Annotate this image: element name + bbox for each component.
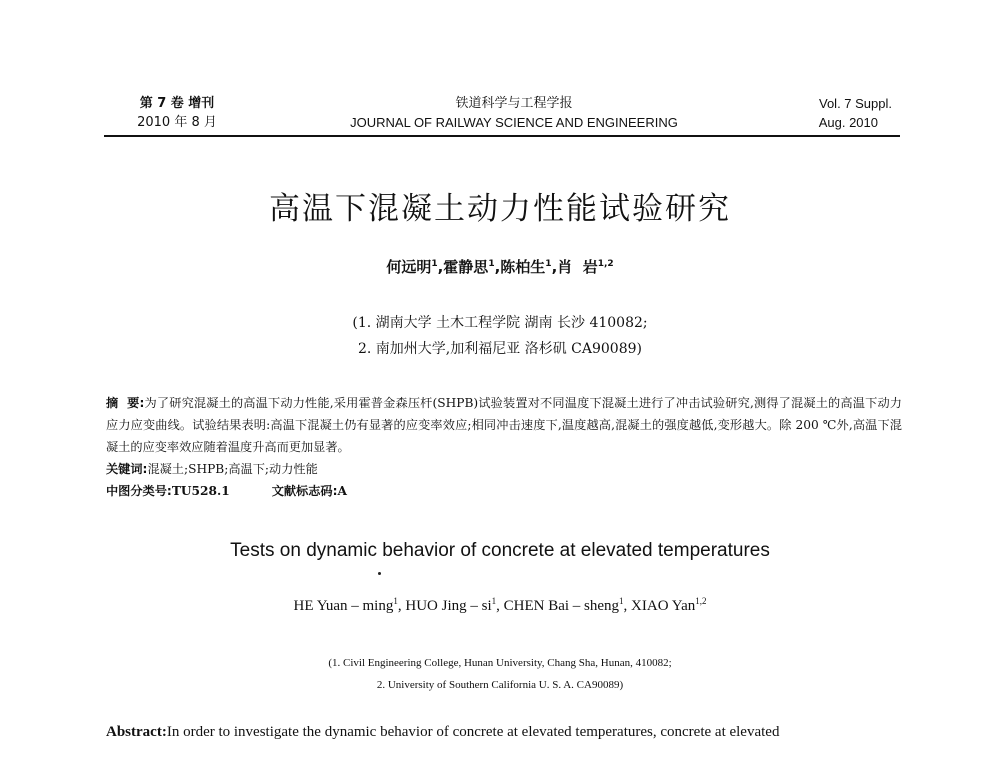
abstract-en-text: In order to investigate the dynamic behavior of concrete at elevated temperatures, concrete at elevated [166,724,780,740]
journal-name [304,94,724,132]
paper-title-cn: 高温下混凝土动力性能试验研究 [269,191,731,227]
paper-title-en: Tests on dynamic behavior of concrete at elevated temperatures [230,540,770,561]
affiliation-cn-2: 2. 南加州大学,加利福尼亚 洛杉矶 CA90089) [358,341,642,357]
keywords-text: 混凝土;SHPB;高温下;动力性能 [147,462,318,476]
abstract-en [106,721,902,743]
volume-en: Vol. 7 Suppl. [819,96,892,111]
journal-name-en: JOURNAL OF RAILWAY SCIENCE AND ENGINEERING [350,115,678,130]
date-en: Aug. 2010 [818,115,878,130]
classification-row [106,480,902,502]
author-list-en: HE Yuan – ming$^1$, HUO Jing – $si^1$, CHEN Bai – sheng$^1$, XIAO Yan$^{1,2}$ [293,596,707,614]
abstract-cn [106,392,902,458]
header-rule [104,135,900,137]
keywords-label: 关键词: [106,462,148,476]
abstract-cn-text: 为了研究混凝土的高温下动力性能,采用霍普金森压杆(SHPB)试验装置对不同温度下混凝土进行了冲击试验研究,测得了混凝土的高温下动力应力应变曲线。试验结果表明:高温下混凝土仍有显著的应变率效应;相同冲击速度下,温度越高,混凝土的强度越低,变形越大。除 200 ℃外,高温下混凝土的应变率效应随着温度升高而更加显著。 [106,396,902,454]
abstract-cn-label: 摘 要: [106,396,145,410]
issue-info [122,94,232,132]
author-cn: 肖 岩$^{1,2}$ [557,258,614,276]
affiliation-cn-1: (1. 湖南大学 土木工程学院 湖南 长沙 410082; [352,315,648,331]
abstract-en-label: Abstract: [106,724,167,740]
doc-code-label: 文献标志码: [271,484,338,498]
volume-cn: 第 7 卷 增刊 [139,96,215,111]
author-en: CHEN Bai – sheng$^1$ [503,596,624,614]
journal-name-cn: 铁道科学与工程学报 [455,96,573,111]
author-en: HUO Jing – $si^1$ [405,596,497,614]
clc-value: TU528.1 [171,484,230,498]
affiliations-cn [0,310,1000,362]
issue-info-en [782,94,892,132]
affiliation-en-2: 2. University of Southern California U. S. A. CA90089) [376,679,624,691]
abstract-cn-block [106,392,902,502]
author-list-cn: 何远明$^1$,霍静思$^1$,陈柏生$^1$,肖 岩$^{1,2}$ [386,258,614,276]
date-cn: 2010 年 8 月 [137,115,217,130]
stray-dot [378,572,381,575]
keywords-cn [106,458,902,480]
author-cn: 何远明$^1$ [386,258,438,276]
author-cn: 陈柏生$^1$ [500,258,552,276]
author-en: XIAO Yan$^{1,2}$ [631,596,707,614]
affiliation-en-1: (1. Civil Engineering College, Hunan University, Chang Sha, Hunan, 410082; [328,657,672,669]
author-en: HE Yuan – ming$^1$ [293,596,398,614]
affiliations-en [0,652,1000,696]
doc-code-value: A [337,484,347,498]
author-cn: 霍静思$^1$ [443,258,495,276]
journal-header [104,94,900,136]
clc-label: 中图分类号: [106,484,172,498]
